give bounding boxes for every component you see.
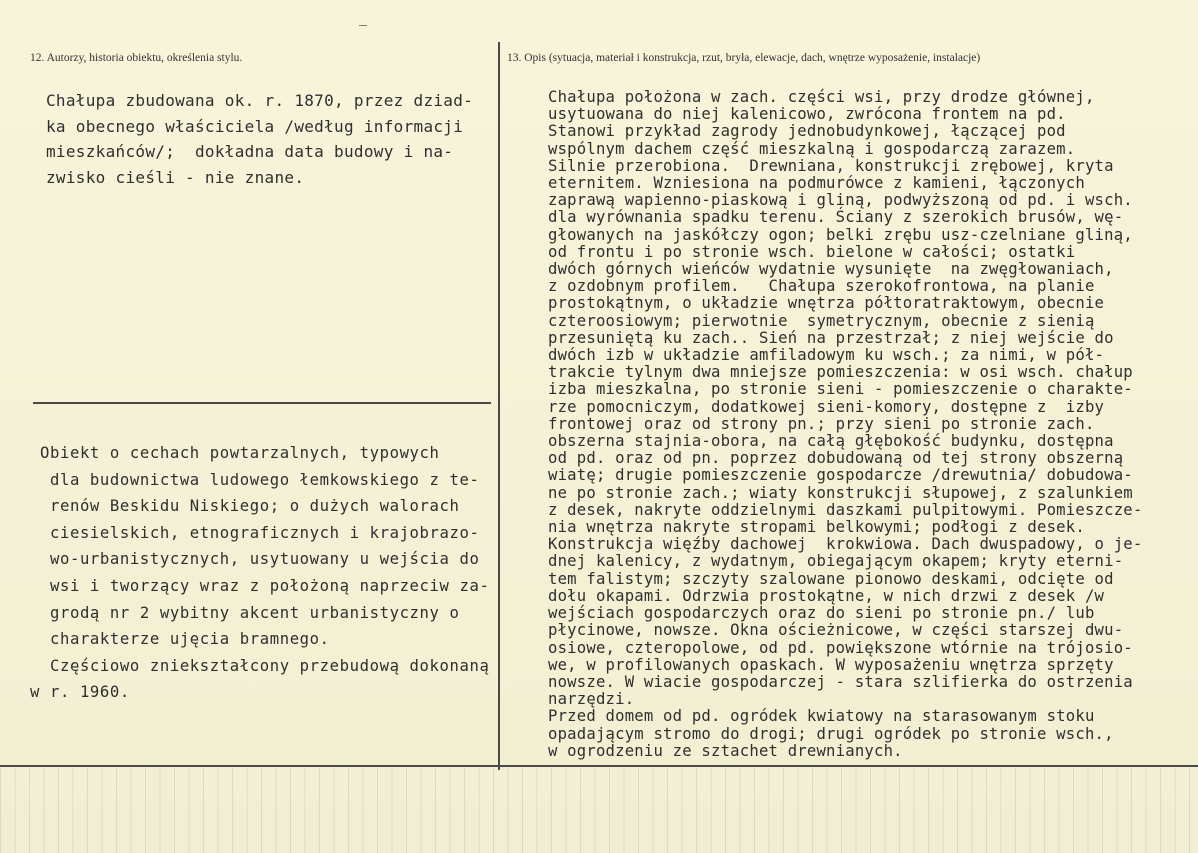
section-12-header: 12. Autorzy, historia obiektu, określenia stylu. [30, 52, 243, 64]
authors-history-text: Chałupa zbudowana ok. r. 1870, przez dziad- ka obecnego właściciela /według informacji mieszkańców/; dokładna data budowy i na- zwisko cieśli - nie znane. [46, 91, 474, 187]
left-section-divider [33, 402, 491, 404]
description-text: Chałupa położona w zach. części wsi, przy drodze głównej, usytuowana do niej kalenicowo, zwrócona frontem na pd. Stanowi przykład zagrody jednobudynkowej, łączącej pod wspólnym dachem część mieszkalną i gospodarczą zarazem. Silnie przerobiona. Drewniana, konstrukcji zrębowej, kryta eternitem. Wzniesiona na podmurówce z kamieni, łączonych zaprawą wapienno-piaskową i gliną, podwyższoną od pd. i wsch. dla wyrównania spadku terenu. Ściany z szerokich brusów, wę- głowanych na jaskółczy ogon; belki zrębu usz-czelniane gliną, od frontu i po stronie wsch. bielone w całości; ostatki dwóch górnych wieńców wydatnie wysunięte na zwęgłowaniach, z ozdobnym profilem. Chałupa szerokofrontowa, na planie prostokątnym, o układzie wnętrza półtoratraktowym, obecnie czteroosiowym; pierwotnie symetrycznym, obecnie z sienią przesuniętą ku zach.. Sień na przestrzał; z niej wejście do dwóch izb w układzie amfiladowym ku wsch.; za nimi, w pół- trakcie tylnym dwa mniejsze pomieszczenia: w osi wsch. chałup izba mieszkalna, po stronie sieni - pomieszczenie o charakte- rze pomocniczym, dodatkowej sieni-komory, dostępne z izby frontowej oraz od strony pn.; przy sieni po stronie zach. obszerna stajnia-obora, na całą głębokość budynku, dostępna od pd. oraz od pn. poprzez dobudowaną od tej strony obszerną wiatę; drugie pomieszczenie gospodarcze /drewutnia/ dobudowa- ne po stronie zach.; wiaty konstrukcji słupowej, z szalunkiem z desek, nakryte oddzielnymi daszkami pulpitowymi. Pomieszcze- nia wnętrza nakryte stropami belkowymi; podłogi z desek. Konstrukcja więźby dachowej krokwiowa. Dach dwuspadowy, o je- dnej kalenicy, z wydatnym, obiegającym okapem; kryty eterni- tem falistym; szczyty szalowane pionowo deskami, odcięte od dołu okapami. Odrzwia prostokątne, w nich drzwi z desek /w wejściach gospodarczych oraz do sieni po stronie pn./ lub płycinowe, nowsze. Okna ościeżnicowe, w części starszej dwu- osiowe, czteropolowe, od pd. powiększone wtórnie na trójosio- we, w profilowanych opaskach. W wyposażeniu wnętrza sprzęty nowsze. W wiacie gospodarczej - stara szlifierka do ostrzenia narzędzi. Przed domem od pd. ogródek kwiatowy na starasowanym stoku opadającym stromo do drogi; drugi ogródek po stronie wsch., w ogrodzeniu ze sztachet drewnianych. [548, 88, 1143, 760]
bottom-ruled-strip [0, 767, 1198, 853]
style-assessment-text: Obiekt o cechach powtarzalnych, typowych dla budownictwa ludowego łemkowskiego z te- renów Beskidu Niskiego; o dużych walorach ciesielskich, etnograficznych i krajobrazo- wo-urbanistycznych, usytuowany u wejścia do wsi i tworzący wraz z położoną naprzeciw za- grodą nr 2 wybitny akcent urbanistyczny o charakterze ujęcia bramnego. Częściowo zniekształcony przebudową dokonaną w r. 1960. [30, 444, 490, 702]
column-divider [498, 42, 500, 770]
top-tick-mark [359, 25, 367, 26]
section-13-header: 13. Opis (sytuacja, materiał i konstrukcja, rzut, bryła, elewacje, dach, wnętrze wyposażenie, instalacje) [507, 52, 981, 64]
